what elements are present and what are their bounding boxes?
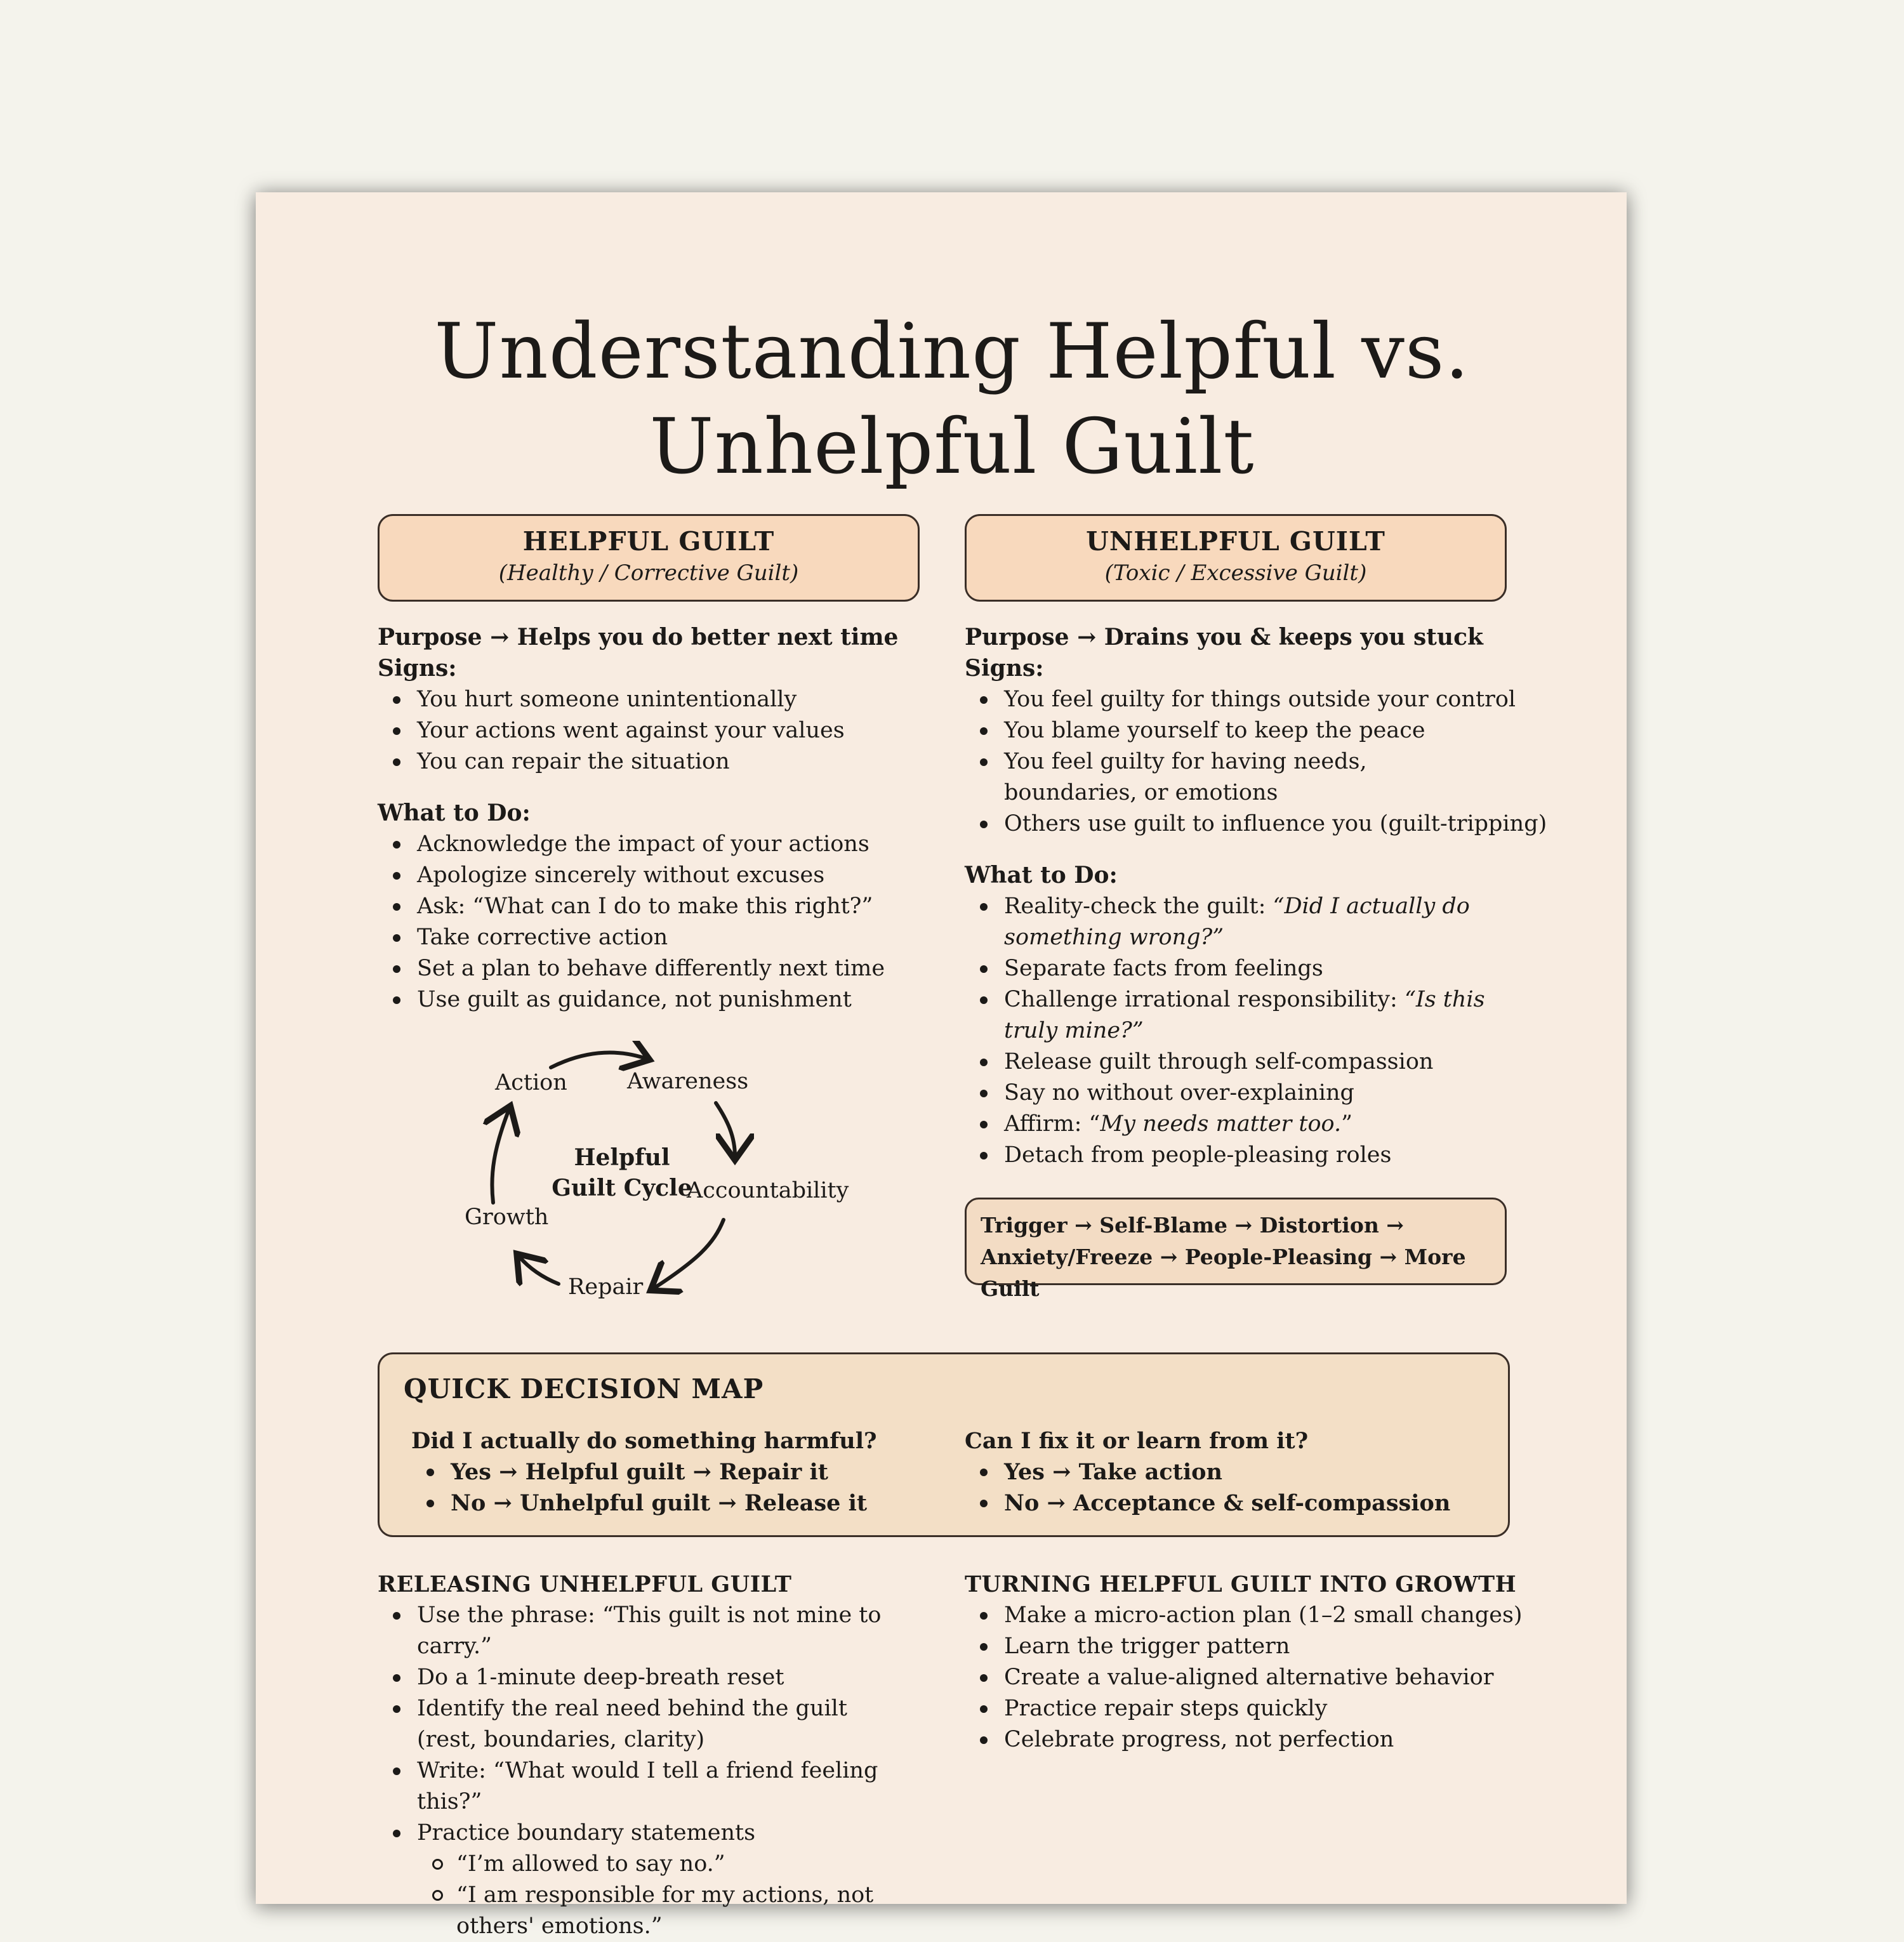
helpful-guilt-cycle-diagram: [444, 1041, 863, 1314]
releasing-list: [378, 1600, 930, 1942]
list-item: You feel guilty for having needs, boundaries, or emotions: [1004, 746, 1499, 809]
helpful-guilt-column: [378, 622, 930, 1015]
list-item: Others use guilt to influence you (guilt-tripping): [1004, 809, 1555, 840]
releasing-unhelpful-guilt-section: [378, 1569, 930, 1942]
arrow-action-to-awareness: [551, 1053, 646, 1067]
list-item: Yes → Helpful guilt → Repair it: [451, 1456, 938, 1488]
arrow-repair-to-growth: [519, 1257, 559, 1284]
list-item: Your actions went against your values: [417, 715, 930, 746]
decision-left-question: Did I actually do something harmful?: [411, 1428, 877, 1454]
growth-title: TURNING HELPFUL GUILT INTO GROWTH: [965, 1571, 1517, 1597]
list-item: Reality-check the guilt: “Did I actually do something wrong?”: [1004, 891, 1550, 953]
list-item: Use the phrase: “This guilt is not mine to carry.”: [417, 1600, 930, 1662]
unhelpful-guilt-subtitle: (Toxic / Excessive Guilt): [1104, 560, 1367, 586]
list-item: Create a value-aligned alternative behavior: [1004, 1662, 1536, 1693]
list-item: Write: “What would I tell a friend feeling this?”: [417, 1755, 930, 1818]
list-item: Ask: “What can I do to make this right?”: [417, 891, 930, 922]
cycle-step-action: Action: [495, 1070, 567, 1095]
list-item: “I am responsible for my actions, not others' emotions.”: [456, 1880, 913, 1942]
list-item: No → Acceptance & self-compassion: [1004, 1488, 1498, 1519]
decision-left-list: [411, 1456, 938, 1519]
unhelpful-todo-label: What to Do:: [965, 862, 1118, 888]
page-title: [0, 305, 1904, 495]
helpful-purpose: Purpose → Helps you do better next time: [378, 624, 899, 651]
list-item: Identify the real need behind the guilt (rest, boundaries, clarity): [417, 1693, 899, 1755]
decision-map-right: [965, 1425, 1498, 1519]
unhelpful-guilt-title: UNHELPFUL GUILT: [1086, 526, 1385, 557]
list-item: Acknowledge the impact of your actions: [417, 829, 930, 860]
list-item: Set a plan to behave differently next time: [417, 953, 930, 984]
list-item: Celebrate progress, not perfection: [1004, 1724, 1536, 1755]
helpful-todo-list: [378, 829, 930, 1015]
list-item: Practice boundary statements “I’m allowed to say no.” “I am responsible for my actions, not others' emotions.”: [417, 1818, 930, 1942]
list-item: Take corrective action: [417, 922, 930, 953]
list-item: Affirm: “My needs matter too.”: [1004, 1109, 1555, 1140]
cycle-step-growth: Growth: [465, 1205, 549, 1230]
cycle-step-awareness: Awareness: [627, 1069, 749, 1094]
helpful-guilt-growth-section: [965, 1569, 1536, 1755]
list-item: Use guilt as guidance, not punishment: [417, 984, 930, 1015]
decision-map-title: QUICK DECISION MAP: [404, 1373, 764, 1404]
page-title-line1: Understanding Helpful vs.: [434, 308, 1470, 396]
quick-decision-map: [378, 1352, 1510, 1537]
list-item: Release guilt through self-compassion: [1004, 1047, 1555, 1078]
helpful-signs-list: [378, 684, 930, 777]
arrow-growth-to-action: [492, 1109, 509, 1203]
unhelpful-guilt-column: [965, 622, 1555, 1171]
helpful-guilt-title: HELPFUL GUILT: [522, 526, 775, 557]
arrow-accountability-to-repair: [654, 1220, 724, 1288]
page-title-line2: Unhelpful Guilt: [649, 403, 1255, 491]
growth-list: [965, 1600, 1536, 1755]
releasing-title: RELEASING UNHELPFUL GUILT: [378, 1571, 792, 1597]
boundary-statements-list: [417, 1849, 930, 1942]
list-item: Apologize sincerely without excuses: [417, 860, 930, 891]
decision-right-list: [965, 1456, 1498, 1519]
helpful-todo-label: What to Do:: [378, 800, 531, 826]
flow-line2: Anxiety/Freeze → People-Pleasing → More Guilt: [981, 1245, 1466, 1301]
decision-right-question: Can I fix it or learn from it?: [965, 1428, 1309, 1454]
unhelpful-todo-list: [965, 891, 1555, 1171]
helpful-guilt-header: [378, 514, 920, 602]
list-item: “I’m allowed to say no.”: [456, 1849, 930, 1880]
unhelpful-signs-label: Signs:: [965, 655, 1044, 682]
list-item: You hurt someone unintentionally: [417, 684, 930, 715]
list-item: Separate facts from feelings: [1004, 953, 1555, 984]
list-item: Yes → Take action: [1004, 1456, 1498, 1488]
list-item: Say no without over-explaining: [1004, 1078, 1555, 1109]
unhelpful-guilt-header: [965, 514, 1507, 602]
helpful-guilt-subtitle: (Healthy / Corrective Guilt): [498, 560, 799, 586]
arrow-awareness-to-accountability: [716, 1103, 735, 1156]
decision-map-left: [411, 1425, 938, 1519]
cycle-step-accountability: Accountability: [687, 1178, 849, 1203]
list-item: Learn the trigger pattern: [1004, 1631, 1536, 1662]
cycle-step-repair: Repair: [568, 1274, 644, 1300]
cycle-center-line2: Guilt Cycle: [552, 1175, 692, 1201]
list-item: Challenge irrational responsibility: “Is this truly mine?”: [1004, 984, 1499, 1047]
flow-line1: Trigger → Self-Blame → Distortion →: [981, 1213, 1404, 1238]
list-item: Make a micro-action plan (1–2 small changes): [1004, 1600, 1536, 1631]
list-item: Do a 1-minute deep-breath reset: [417, 1662, 930, 1693]
cycle-center-line1: Helpful: [574, 1144, 670, 1171]
helpful-signs-label: Signs:: [378, 655, 457, 682]
list-item: Practice repair steps quickly: [1004, 1693, 1536, 1724]
unhelpful-purpose: Purpose → Drains you & keeps you stuck: [965, 624, 1483, 651]
list-item: No → Unhelpful guilt → Release it: [451, 1488, 938, 1519]
list-item: You can repair the situation: [417, 746, 930, 777]
list-item: You feel guilty for things outside your control: [1004, 684, 1555, 715]
cycle-center-label: [546, 1142, 698, 1203]
list-item: You blame yourself to keep the peace: [1004, 715, 1555, 746]
unhelpful-guilt-flow-box: [965, 1198, 1507, 1301]
unhelpful-signs-list: [965, 684, 1555, 840]
list-item: Detach from people-pleasing roles: [1004, 1140, 1555, 1171]
